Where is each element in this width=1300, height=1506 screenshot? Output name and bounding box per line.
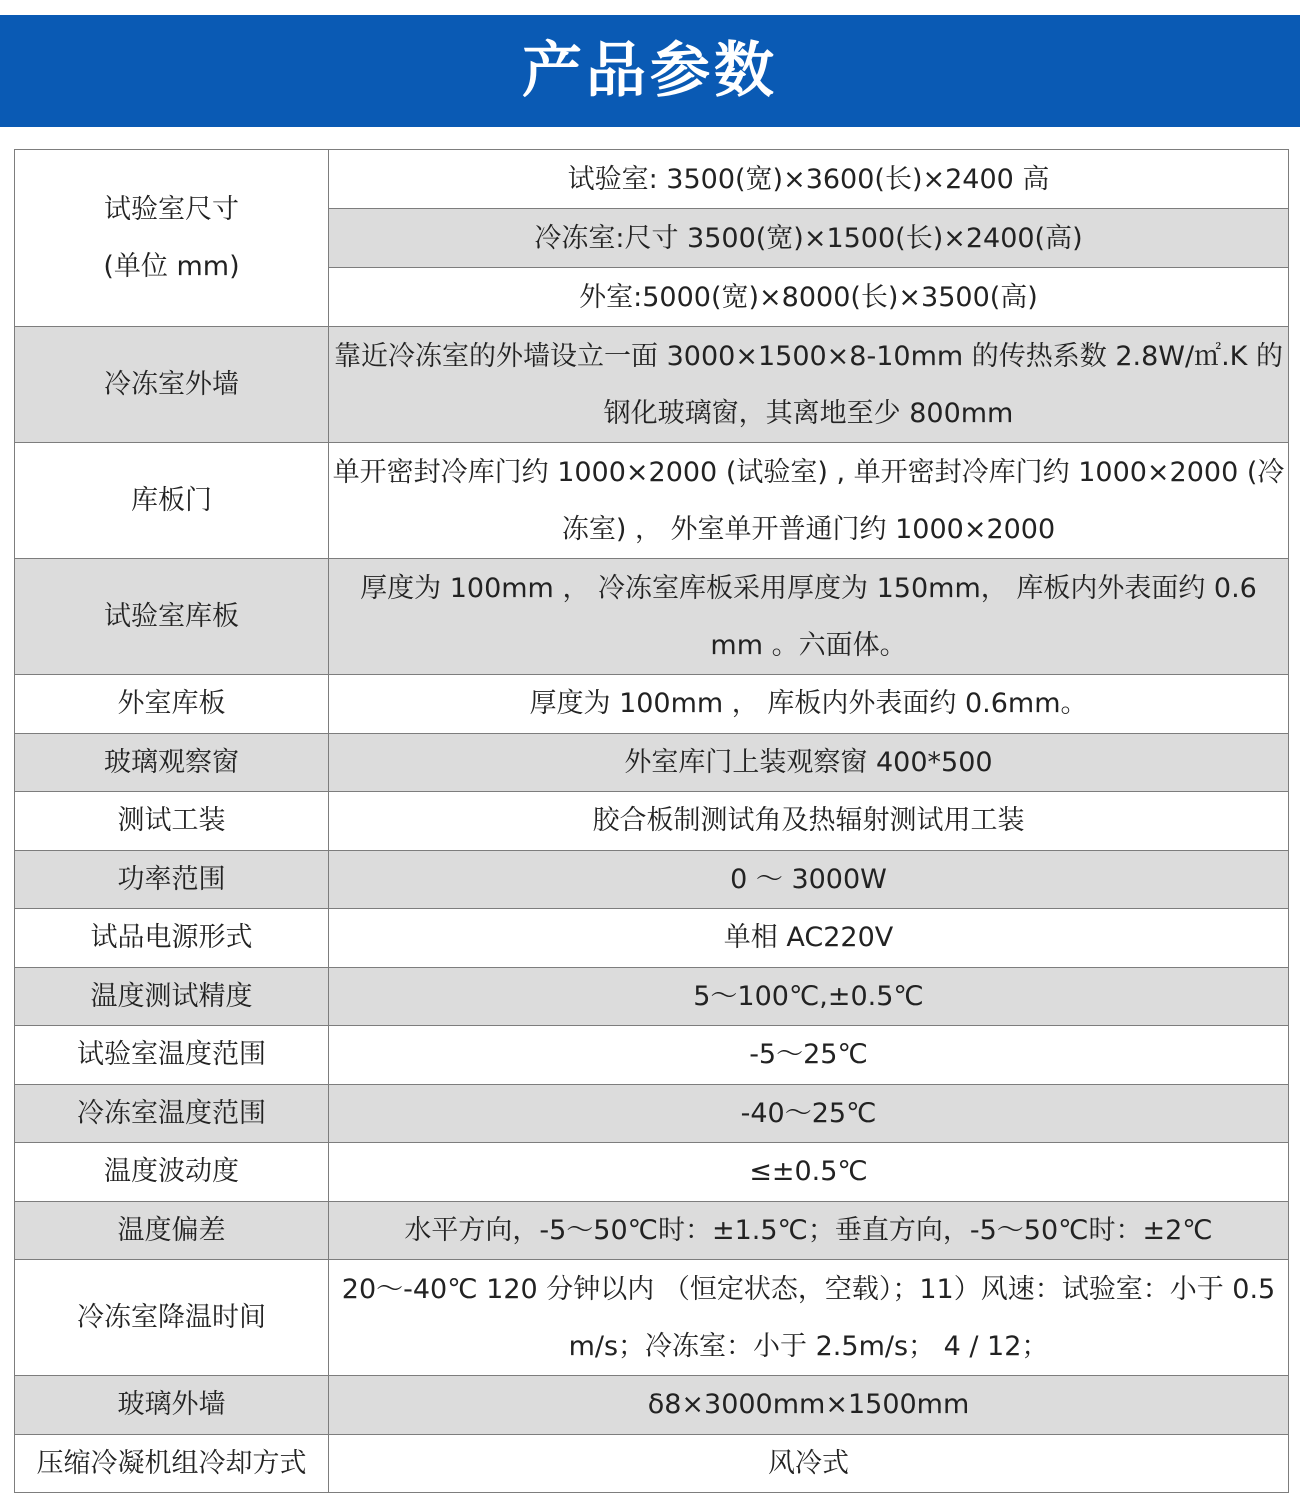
row-value: 水平方向，-5～50℃时：±1.5℃；垂直方向，-5～50℃时：±2℃ (329, 1201, 1289, 1260)
header-banner (0, 15, 1300, 127)
row-label-unit: (单位 mm) (103, 251, 240, 282)
table-row (15, 150, 1289, 209)
row-value-test-room: 试验室: 3500(宽)×3600(长)×2400 高 (329, 150, 1289, 209)
row-value-freezer-room: 冷冻室:尺寸 3500(宽)×1500(长)×2400(高) (329, 209, 1289, 268)
row-label: 试验室库板 (15, 559, 329, 675)
row-label: 库板门 (15, 443, 329, 559)
row-value: 胶合板制测试角及热辐射测试用工装 (329, 792, 1289, 851)
row-value: ≤±0.5℃ (329, 1143, 1289, 1202)
table-row (15, 1201, 1289, 1260)
row-label: 冷冻室外墙 (15, 327, 329, 443)
table-row (15, 675, 1289, 734)
row-value: δ8×3000mm×1500mm (329, 1376, 1289, 1435)
table-row (15, 1260, 1289, 1376)
row-value: 外室库门上装观察窗 400*500 (329, 733, 1289, 792)
table-row (15, 443, 1289, 559)
row-value: 单开密封冷库门约 1000×2000 (试验室) , 单开密封冷库门约 1000×2000 (冷冻室) ， 外室单开普通门约 1000×2000 (329, 443, 1289, 559)
row-label: 压缩冷凝机组冷却方式 (15, 1434, 329, 1493)
table-row (15, 1026, 1289, 1085)
table-row (15, 733, 1289, 792)
row-label: 玻璃外墙 (15, 1376, 329, 1435)
row-value: 5～100℃,±0.5℃ (329, 967, 1289, 1026)
row-label: 功率范围 (15, 850, 329, 909)
row-value: 0 ～ 3000W (329, 850, 1289, 909)
row-label-test-room-size (15, 150, 329, 327)
row-label: 冷冻室降温时间 (15, 1260, 329, 1376)
table-row (15, 909, 1289, 968)
row-value: -40～25℃ (329, 1084, 1289, 1143)
row-label-text: 试验室尺寸 (104, 194, 239, 225)
row-label: 温度波动度 (15, 1143, 329, 1202)
row-label: 测试工装 (15, 792, 329, 851)
product-parameters-table (14, 149, 1289, 1493)
table-row (15, 1376, 1289, 1435)
row-value: 单相 AC220V (329, 909, 1289, 968)
row-label: 外室库板 (15, 675, 329, 734)
table-row (15, 559, 1289, 675)
row-value-outer-room: 外室:5000(宽)×8000(长)×3500(高) (329, 268, 1289, 327)
row-value: 厚度为 100mm ， 库板内外表面约 0.6mm。 (329, 675, 1289, 734)
table-row (15, 1084, 1289, 1143)
row-label: 试验室温度范围 (15, 1026, 329, 1085)
row-value: 厚度为 100mm ， 冷冻室库板采用厚度为 150mm， 库板内外表面约 0.6mm 。六面体。 (329, 559, 1289, 675)
table-row (15, 967, 1289, 1026)
row-value: 风冷式 (329, 1434, 1289, 1493)
table-row (15, 850, 1289, 909)
row-label: 温度偏差 (15, 1201, 329, 1260)
row-value: -5～25℃ (329, 1026, 1289, 1085)
row-value: 20～-40℃ 120 分钟以内 （恒定状态，空载）；11）风速：试验室：小于 0.5m/s；冷冻室：小于 2.5m/s； 4 / 12； (329, 1260, 1289, 1376)
row-label: 试品电源形式 (15, 909, 329, 968)
row-label: 温度测试精度 (15, 967, 329, 1026)
table-row (15, 327, 1289, 443)
table-row (15, 1143, 1289, 1202)
row-label: 玻璃观察窗 (15, 733, 329, 792)
page-title: 产品参数 (522, 36, 778, 106)
table-row (15, 792, 1289, 851)
table-row (15, 1434, 1289, 1493)
row-value: 靠近冷冻室的外墙设立一面 3000×1500×8-10mm 的传热系数 2.8W/㎡.K 的钢化玻璃窗，其离地至少 800mm (329, 327, 1289, 443)
row-label: 冷冻室温度范围 (15, 1084, 329, 1143)
